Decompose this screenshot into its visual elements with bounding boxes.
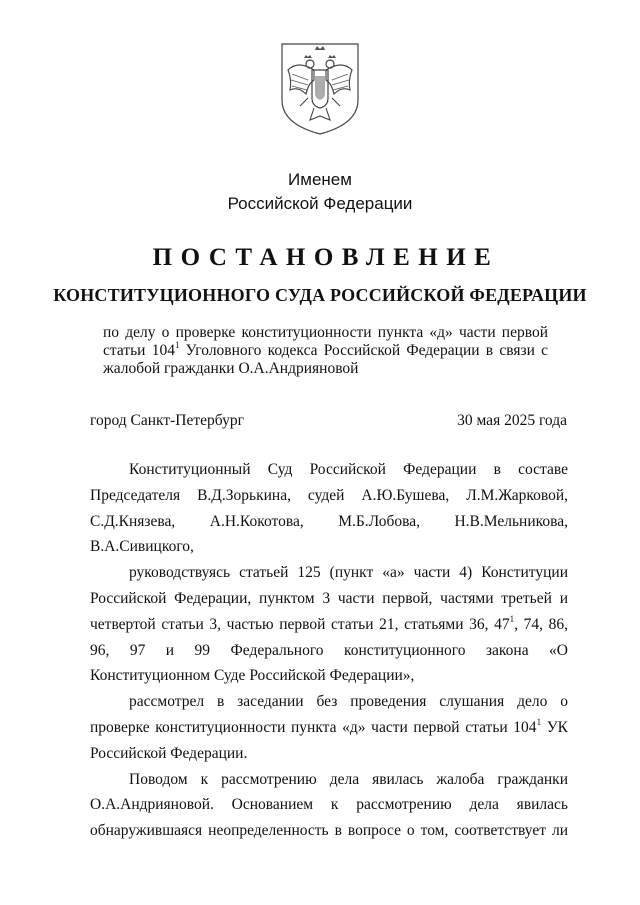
in-the-name-line2: Российской Федерации [227,194,413,213]
considered-text-2: УК Российской Федерации. [90,718,569,762]
legal-basis-text-2: , 74, 86, 96, 97 и 99 Федерального конституционного закона «О Конституционном Суде Российской Федерации», [90,615,568,685]
document-title: ПОСТАНОВЛЕНИЕ [152,244,500,271]
considered-text-1: рассмотрел в заседании без проведения слушания дело о проверке конституционности пункта «д» части первой статьи 104 [90,693,568,736]
document-body [90,457,568,844]
subject-superscript: 1 [174,340,180,350]
date: 30 мая 2025 года [457,412,567,429]
paragraph-court-composition: Конституционный Суд Российской Федерации в составе Председателя В.Д.Зорькина, судей А.Ю.Бушева, Л.М.Жарковой, С.Д.Князева, А.Н.Кокотова, М.Б.Лобова, Н.В.Мельникова, В.А.Сивицкого, [90,461,568,556]
case-subject [103,324,548,378]
paragraph-legal-basis [90,560,568,689]
document-subtitle: КОНСТИТУЦИОННОГО СУДА РОССИЙСКОЙ ФЕДЕРАЦИИ [53,285,587,305]
subject-text-1: по делу о проверке конституционности пункта «д» части первой статьи 104 [103,324,548,359]
paragraph-grounds: Поводом к рассмотрению дела явилась жалоба гражданки О.А.Андрияновой. Основанием к рассмотрению дела явилась обнаружившаяся неопределенность в вопросе о том, соответствует ли [90,770,568,840]
place: город Санкт-Петербург [90,412,244,429]
legal-basis-superscript: 1 [509,613,515,624]
subject-text-2: Уголовного кодекса Российской Федерации в связи с жалобой гражданки О.А.Андрияновой [103,342,548,377]
paragraph-considered [90,689,568,766]
legal-basis-text-1: руководствуясь статьей 125 (пункт «а» части 4) Конституции Российской Федерации, пунктом 3 части первой, частями третьей и четвертой статьи 3, частью первой статьи 21, статьями 36, 47 [90,564,568,633]
coat-of-arms-icon [278,40,362,138]
in-the-name-line1: Именем [288,170,352,189]
considered-superscript: 1 [536,716,542,727]
